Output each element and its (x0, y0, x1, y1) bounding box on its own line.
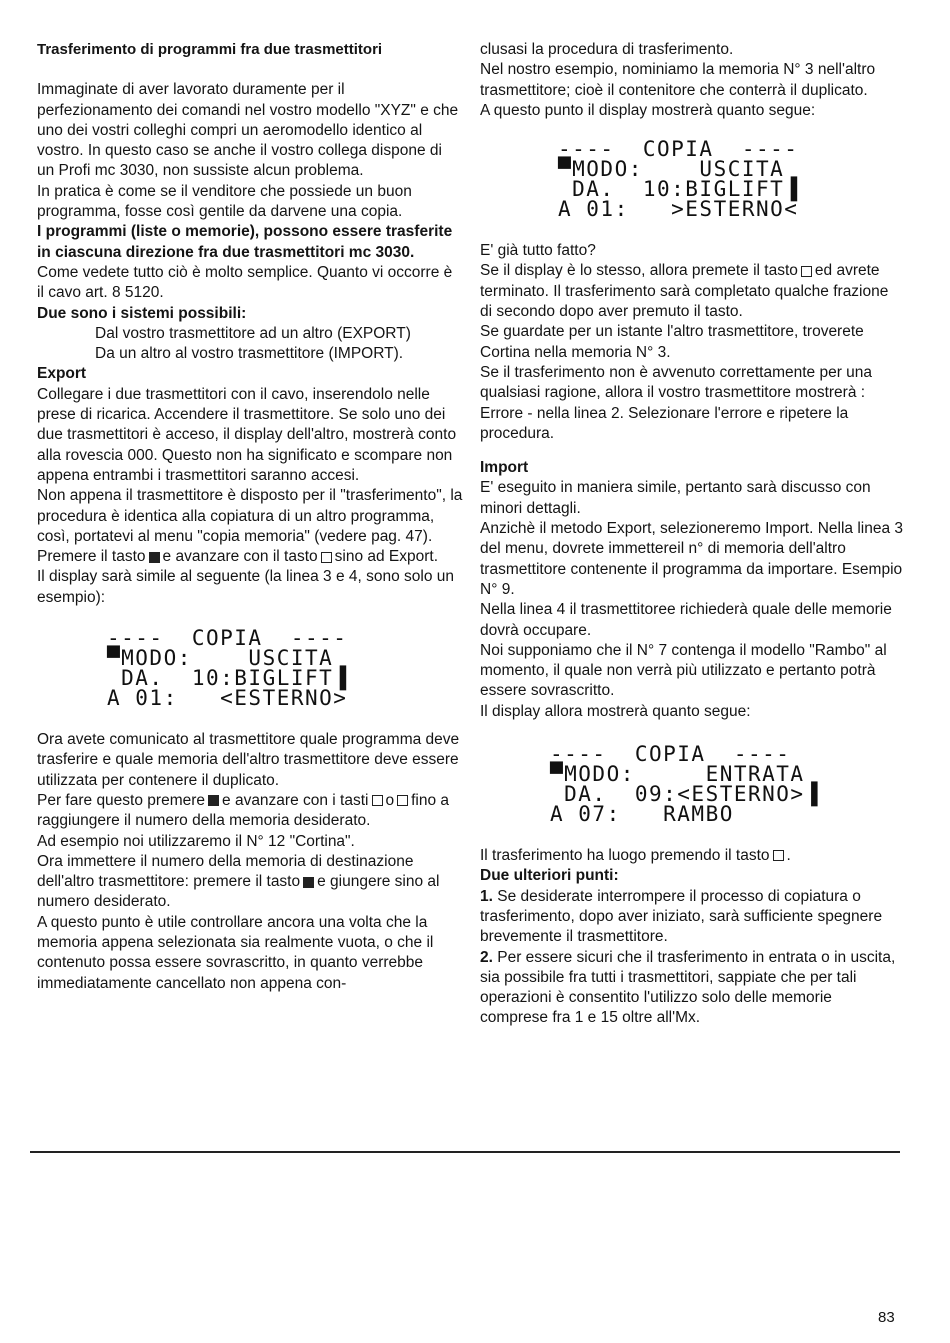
continued-paragraph-1: clusasi la procedura di trasferimento. (480, 41, 734, 58)
after-lcd-paragraph-5: A questo punto è utile controllare ancora una volta che la memoria appena selezionata sia realmente vuota, o che il contenuto possa essere sovrascritto, in quanto verrebbe immediatamente cancellato non appena con- (37, 913, 434, 992)
intro-paragraph: Immaginate di aver lavorato duramente per il perfezionamento dei comandi nel vostro modello "XYZ" e che uno dei vostri colleghi compri un aeromodello identico al vostro. In questo caso se anche il vostro collega dispone di un Profi mc 3030, non sussiste alcun problema. (37, 81, 459, 180)
export-p2-text-c: sino ad Export. (334, 548, 439, 566)
section-title: Trasferimento di programmi fra due trasmettitori (37, 41, 383, 58)
page-number: 83 (878, 1309, 895, 1326)
point-1-text: Se desiderate interrompere il processo di copiatura o trasferimento, dopo aver iniziato, sarà sufficiente spegnere brevemente il trasmettitore. (480, 887, 883, 946)
export-paragraph-2 (37, 486, 463, 567)
system-export: Dal vostro trasmettitore ad un altro (EXPORT) (95, 324, 411, 342)
done-paragraph-1: E' già tutto fatto? (480, 242, 596, 260)
done-paragraph-4: Se il trasferimento non è avvenuto correttamente per una qualsiasi ragione, allora il vostro trasmettitore mostrerà : Errore - nella linea 2. Selezionare l'errore e ripetere la procedura. (480, 363, 873, 442)
enter-key-icon (208, 795, 219, 806)
done-paragraph-3: Se guardate per un istante l'altro trasmettitore, troverete Cortina nella memoria N° 3. (480, 323, 864, 361)
after-lcd-paragraph-2 (37, 791, 463, 832)
enter-key-icon (303, 877, 314, 888)
after-p2-text-d: fino a raggiungere il numero della memoria desiderato. (37, 791, 450, 830)
after-lcd-paragraph-3: Ad esempio noi utilizzaremo il N° 12 "Cortina". (37, 832, 355, 850)
after-p4-text-a: Ora immettere il numero della memoria di destinazione dell'altro trasmettitore: premere il tasto (37, 852, 414, 891)
import-heading: Import (480, 459, 529, 477)
right-column (480, 40, 904, 1029)
after-p2-text-a: Per fare questo premere (37, 791, 206, 809)
export-p2-text-a: Non appena il trasmettitore è disposto per il "trasferimento", la procedura è identica alla copiatura di un altro programma, così, portatevi al menu "copia memoria" (vedere pag. 47). Premere il tasto (37, 487, 463, 566)
continued-paragraph-3: A questo punto il display mostrerà quanto segue: (480, 101, 816, 119)
transfer-text-b: . (786, 847, 791, 865)
lcd-display-import: ---- COPIA ---- ▀MODO: ENTRATA DA. 09:<ESTERNO>▐ A 07: RAMBO (550, 742, 819, 827)
done-paragraph-2 (480, 261, 904, 322)
point-1 (480, 887, 904, 948)
point-2-number: 2. (480, 948, 493, 966)
after-p4-text-b: e giungere sino al numero desiderato. (37, 873, 440, 911)
enter-key-icon (149, 552, 160, 563)
done-p2-text-b: ed avrete terminato. Il trasferimento sarà completato qualche frazione di secondo dopo aver premuto il tasto. (480, 262, 889, 321)
continued-paragraph-2: Nel nostro esempio, nominiamo la memoria N° 3 nell'altro trasmettitore; cioè il contenitore che conterrà il duplicato. (480, 61, 876, 99)
intro-paragraph-2: In pratica è come se il venditore che possiede un buon programma, fosse così gentile da darvene una copia. (37, 182, 412, 221)
import-paragraph-1: E' eseguito in maniera simile, pertanto sarà discusso con minori dettagli. (480, 479, 871, 517)
after-p2-text-c: o (385, 791, 395, 809)
system-import: Da un altro al vostro trasmettitore (IMPORT). (95, 345, 404, 363)
import-paragraph-3: Nella linea 4 il trasmettitoree richiederà quale delle memorie dovrà occupare. (480, 601, 892, 639)
minus-key-icon (397, 795, 408, 806)
point-1-number: 1. (480, 887, 493, 905)
export-paragraph-1: Collegare i due trasmettitori con il cavo, inserendolo nelle prese di ricarica. Accendere il trasmettitore. Se solo uno dei due trasmettitori è acceso, il display dell'altro, mostrerà conto alla rovescia 000. Questo non ha significato e scompare non appena entrambi i trasmettitori saranno accesi. (37, 385, 457, 484)
import-paragraph-5: Il display allora mostrerà quanto segue: (480, 702, 751, 720)
after-p2-text-b: e avanzare con i tasti (222, 791, 369, 809)
after-lcd-paragraph-1: Ora avete comunicato al trasmettitore quale programma deve trasferire e quale memoria dell'altro trasmettitore deve essere utilizzata per contenere il duplicato. (37, 731, 460, 789)
spacer (480, 444, 904, 458)
import-paragraph-2: Anzichè il metodo Export, selezioneremo Import. Nella linea 3 del menu, dovrete immettereil n° di memoria dell'altro trasmettitore contenente il programma da importare. Esempio N° 9. (480, 520, 904, 598)
point-2 (480, 948, 904, 1029)
transfer-text-a: Il trasferimento ha luogo premendo il tasto (480, 847, 770, 865)
left-column (37, 40, 463, 994)
import-paragraph-4: Noi supponiamo che il N° 7 contenga il modello "Rambo" al momento, il quale non verrà più utilizzato e pertanto potrà essere sovrascritto. (480, 641, 887, 700)
lcd-display-export: ---- COPIA ---- ▀MODO: USCITA DA. 10:BIGLIFT▐ A 01: <ESTERNO> (107, 626, 348, 711)
memory-key-icon (801, 266, 812, 277)
lcd-display-confirm: ---- COPIA ---- ▀MODO: USCITA DA. 10:BIGLIFT▐ A 01: >ESTERNO< (558, 137, 799, 222)
plus-key-icon (372, 795, 383, 806)
plus-key-icon (321, 552, 332, 563)
export-heading: Export (37, 365, 87, 383)
export-p2-text-b: e avanzare con il tasto (162, 548, 318, 566)
done-p2-text-a: Se il display è lo stesso, allora premete il tasto (480, 262, 798, 280)
export-paragraph-3: Il display sarà simile al seguente (la linea 3 e 4, sono solo un esempio): (37, 568, 455, 606)
cable-paragraph: Come vedete tutto ciò è molto semplice. Quanto vi occorre è il cavo art. 8 5120. (37, 263, 453, 302)
systems-heading: Due sono i sistemi possibili: (37, 304, 247, 322)
after-lcd-paragraph-4 (37, 852, 463, 913)
memory-key-icon (773, 850, 784, 861)
bold-statement: I programmi (liste o memorie), possono essere trasferite in ciascuna direzione fra due trasmettitori mc 3030. (37, 223, 453, 261)
point-2-text: Per essere sicuri che il trasferimento in entrata o in uscita, sia possibile fra tutti i trasmettitori, sappiate che per tali operazioni è consentito l'utilizzo solo delle memorie comprese fra 1 e 15 oltre all'Mx. (480, 948, 896, 1027)
points-heading: Due ulteriori punti: (480, 867, 619, 885)
footer-rule (30, 1151, 900, 1153)
transfer-paragraph (480, 846, 904, 866)
